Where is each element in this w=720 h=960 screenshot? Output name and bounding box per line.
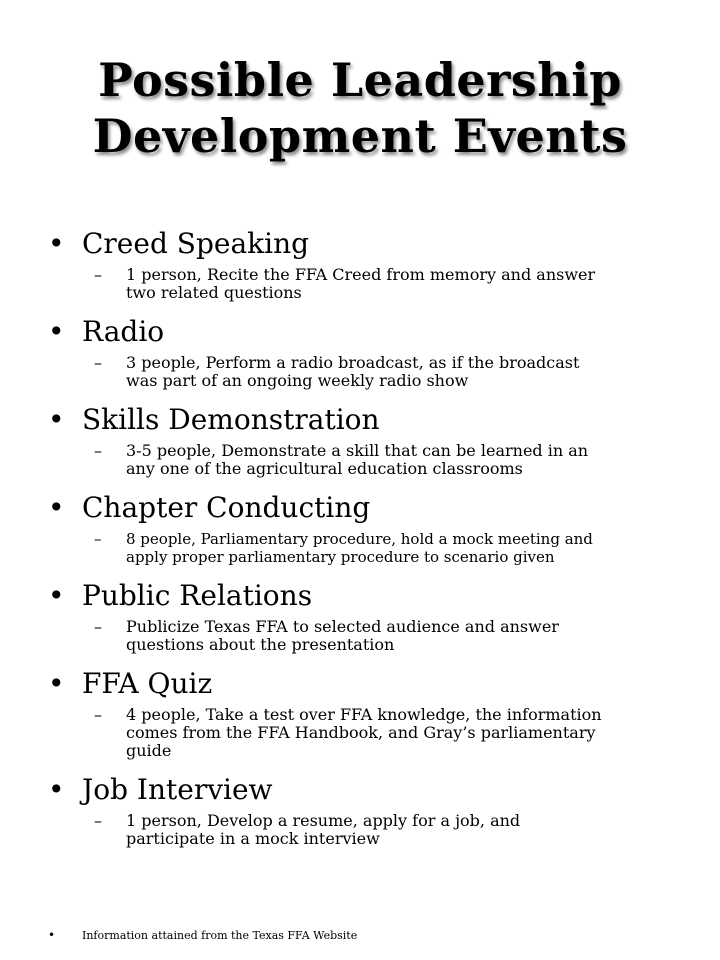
event-name: Public Relations: [82, 579, 313, 612]
bullet-icon: •: [48, 579, 65, 612]
bullet-icon: •: [48, 928, 56, 942]
event-description-line: 1 person, Recite the FFA Creed from memory and answer: [126, 265, 596, 284]
event-public-relations: [0, 578, 720, 654]
dash-icon: –: [94, 441, 102, 460]
event-description-line: 4 people, Take a test over FFA knowledge, the information: [126, 705, 602, 724]
event-description-line: was part of an ongoing weekly radio show: [126, 371, 469, 390]
event-description-line: 3 people, Perform a radio broadcast, as if the broadcast: [126, 353, 580, 372]
event-name: Job Interview: [82, 773, 273, 806]
footnote-text: Information attained from the Texas FFA Website: [82, 929, 358, 942]
event-description-line: participate in a mock interview: [126, 829, 380, 848]
title-line-1: Possible Leadership: [98, 53, 622, 107]
title-line-2: Development Events: [92, 109, 628, 163]
event-name: Creed Speaking: [82, 227, 310, 260]
event-description-line: apply proper parliamentary procedure to scenario given: [126, 548, 555, 566]
source-footnote: [48, 928, 357, 943]
page-title: [0, 52, 720, 164]
bullet-icon: •: [48, 227, 65, 260]
bullet-icon: •: [48, 491, 65, 524]
event-name: FFA Quiz: [82, 667, 213, 700]
event-job-interview: [0, 772, 720, 848]
event-chapter-conducting: [0, 490, 720, 566]
event-name: Radio: [82, 315, 165, 348]
event-description-line: comes from the FFA Handbook, and Gray’s parliamentary: [126, 723, 596, 742]
bullet-icon: •: [48, 315, 65, 348]
bullet-icon: •: [48, 403, 65, 436]
event-description-line: guide: [126, 741, 172, 760]
dash-icon: –: [94, 705, 102, 724]
bullet-icon: •: [48, 773, 65, 806]
event-description-line: two related questions: [126, 283, 302, 302]
bullet-icon: •: [48, 667, 65, 700]
dash-icon: –: [94, 617, 102, 636]
event-description-line: 3-5 people, Demonstrate a skill that can be learned in an: [126, 441, 589, 460]
event-description-line: Publicize Texas FFA to selected audience and answer: [126, 617, 559, 636]
dash-icon: –: [94, 811, 102, 830]
event-name: Skills Demonstration: [82, 403, 380, 436]
event-ffa-quiz: [0, 666, 720, 760]
event-description-line: 8 people, Parliamentary procedure, hold a mock meeting and: [126, 530, 593, 548]
dash-icon: –: [94, 530, 102, 548]
event-name: Chapter Conducting: [82, 491, 371, 524]
event-creed-speaking: [0, 226, 720, 302]
event-skills-demonstration: [0, 402, 720, 478]
event-description-line: questions about the presentation: [126, 635, 395, 654]
event-list: [0, 226, 720, 848]
event-description-line: 1 person, Develop a resume, apply for a job, and: [126, 811, 521, 830]
dash-icon: –: [94, 265, 102, 284]
event-radio: [0, 314, 720, 390]
dash-icon: –: [94, 353, 102, 372]
event-description-line: any one of the agricultural education classrooms: [126, 459, 523, 478]
